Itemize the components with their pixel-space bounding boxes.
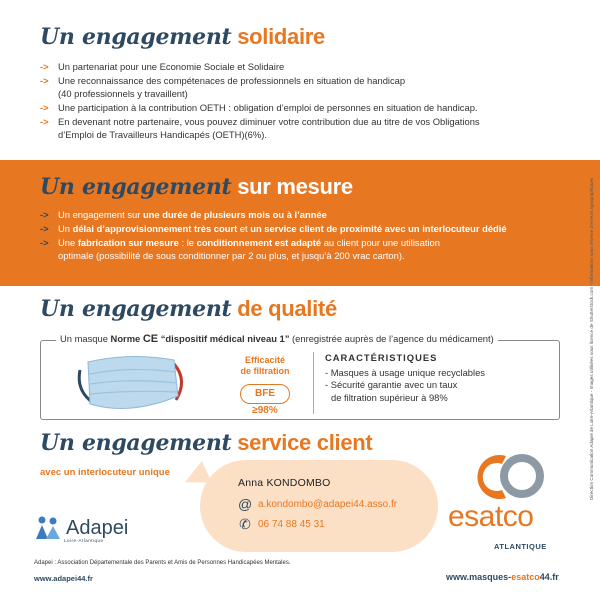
quality-headline: Un masque Norme CE “dispositif médical niveau 1” (enregistrée auprès de l’agence du médicament) (56, 333, 498, 345)
title-solidaire: Un engagement solidaire (40, 24, 325, 50)
esatco-url[interactable]: www.masques-esatco44.fr (446, 572, 559, 582)
mesure-list (40, 208, 560, 263)
esatco-wordmark: esatco (448, 500, 534, 533)
list-item: -> Une fabrication sur mesure : le conditionnement est adapté au client pour une utilisation optimale (possibilité de sous conditionner par 2 ou plus, et jusqu’à 200 vrac carton). (40, 237, 440, 261)
list-item: -> Une participation à la contribution OETH : obligation d’emploi de personnes en situation de handicap. (40, 102, 478, 113)
list-item: -> Un délai d’approvisionnement très court et un service client de proximité avec un interlocuteur dédié (40, 223, 507, 234)
caracteristiques: CARACTÉRISTIQUES - Masques à usage unique recyclables - Sécurité garantie avec un taux de filtration supérieur à 98% (325, 352, 485, 403)
list-item: -> Un partenariat pour une Economie Sociale et Solidaire (40, 61, 285, 72)
bfe-badge: BFE ≥98% (240, 384, 290, 404)
service-subtitle: avec un interlocuteur unique (40, 467, 170, 478)
esatco-sub: ATLANTIQUE (494, 542, 547, 551)
contact-email[interactable]: @ a.kondombo@adapei44.asso.fr (238, 496, 398, 512)
adapei-description: Adapei : Association Départementale des Parents et Amis de Personnes Handicapées Mentales. (34, 560, 291, 566)
efficacite-label: Efficacité de filtration (240, 355, 290, 376)
contact-name: Anna KONDOMBO (238, 477, 331, 489)
title-service: Un engagement service client (40, 430, 373, 456)
adapei-figures-icon (34, 515, 62, 541)
mesure-band (0, 160, 600, 286)
phone-icon: ✆ (239, 516, 251, 532)
adapei-url[interactable]: www.adapei44.fr (34, 574, 93, 583)
list-item: -> Un engagement sur une durée de plusieurs mois ou à l’année (40, 209, 327, 220)
side-credit: Direction Communication Adapei de Loire-Atlantique - Images utilisées sous licence de Shutterstock.com - Informations sous réserve d’erreurs typographiques (589, 177, 594, 500)
list-item: -> Une reconnaissance des compétenaces de professionnels en situation de handicap (40 professionnels y travaillent) (40, 75, 406, 99)
surgical-mask-illustration (70, 350, 190, 414)
ce-mark-icon: CE (142, 333, 159, 345)
title-mesure: Un engagement sur mesure (40, 174, 353, 200)
title-qualite: Un engagement de qualité (40, 296, 337, 322)
list-item: -> En devenant notre partenaire, vous pouvez diminuer votre contribution due au titre de vos Obligations d’Emploi de Travailleurs Handicapés (OETH)(6%). (40, 116, 480, 140)
esatco-logo-icon (468, 446, 548, 506)
adapei-logo: Adapei (34, 515, 128, 541)
divider (313, 352, 314, 414)
contact-phone[interactable]: ✆ 06 74 88 45 31 (239, 516, 325, 532)
solidaire-list (40, 60, 560, 142)
at-icon: @ (238, 496, 253, 512)
adapei-subtitle: Loire-Atlantique (64, 538, 104, 543)
